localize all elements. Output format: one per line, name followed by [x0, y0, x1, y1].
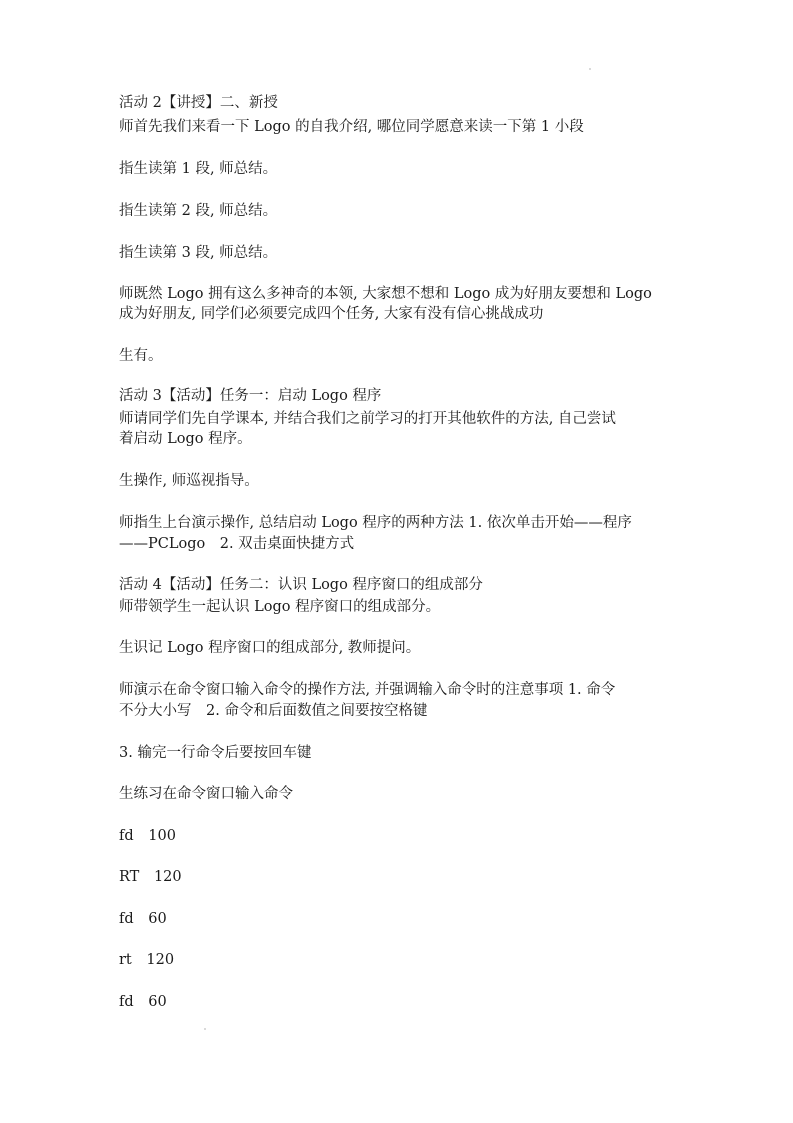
command-line: fd 60 [119, 994, 167, 1010]
section-heading-activity-4: 活动 4【活动】任务二：认识 Logo 程序窗口的组成部分 [119, 577, 483, 593]
paragraph-line: 3. 输完一行命令后要按回车键 [119, 745, 312, 761]
paragraph-line: 师请同学们先自学课本, 并结合我们之前学习的打开其他软件的方法, 自己尝试 [119, 411, 616, 427]
paragraph-line: 生识记 Logo 程序窗口的组成部分, 教师提问。 [119, 640, 421, 656]
paragraph-line: 指生读第 1 段, 师总结。 [119, 161, 278, 177]
command-line: fd 60 [119, 911, 167, 927]
paragraph-line: 生操作, 师巡视指导。 [119, 473, 259, 489]
scan-speck [589, 68, 591, 70]
paragraph-line: 师既然 Logo 拥有这么多神奇的本领, 大家想不想和 Logo 成为好朋友要想和 Logo [119, 286, 652, 302]
section-heading-activity-3: 活动 3【活动】任务一：启动 Logo 程序 [119, 388, 382, 404]
paragraph-line: 师演示在命令窗口输入命令的操作方法, 并强调输入命令时的注意事项 1. 命令 [119, 682, 616, 698]
paragraph-line: 指生读第 3 段, 师总结。 [119, 245, 278, 261]
paragraph-line: 成为好朋友, 同学们必须要完成四个任务, 大家有没有信心挑战成功 [119, 306, 544, 322]
paragraph-line: 师指生上台演示操作, 总结启动 Logo 程序的两种方法 1. 依次单击开始——程序 [119, 515, 632, 531]
paragraph-line: 不分大小写 2. 命令和后面数值之间要按空格键 [119, 703, 428, 719]
command-line: RT 120 [119, 869, 182, 885]
scan-speck [204, 1028, 206, 1030]
command-line: rt 120 [119, 952, 175, 968]
paragraph-line: ——PCLogo 2. 双击桌面快捷方式 [119, 536, 355, 552]
paragraph-line: 师带领学生一起认识 Logo 程序窗口的组成部分。 [119, 599, 441, 615]
paragraph-line: 指生读第 2 段, 师总结。 [119, 203, 278, 219]
paragraph-line: 生练习在命令窗口输入命令 [119, 786, 293, 802]
paragraph-line: 生有。 [119, 348, 163, 364]
paragraph-line: 着启动 Logo 程序。 [119, 431, 252, 447]
paragraph-line: 师首先我们来看一下 Logo 的自我介绍, 哪位同学愿意来读一下第 1 小段 [119, 119, 584, 135]
command-line: fd 100 [119, 828, 176, 844]
section-heading-activity-2: 活动 2【讲授】二、新授 [119, 95, 278, 111]
